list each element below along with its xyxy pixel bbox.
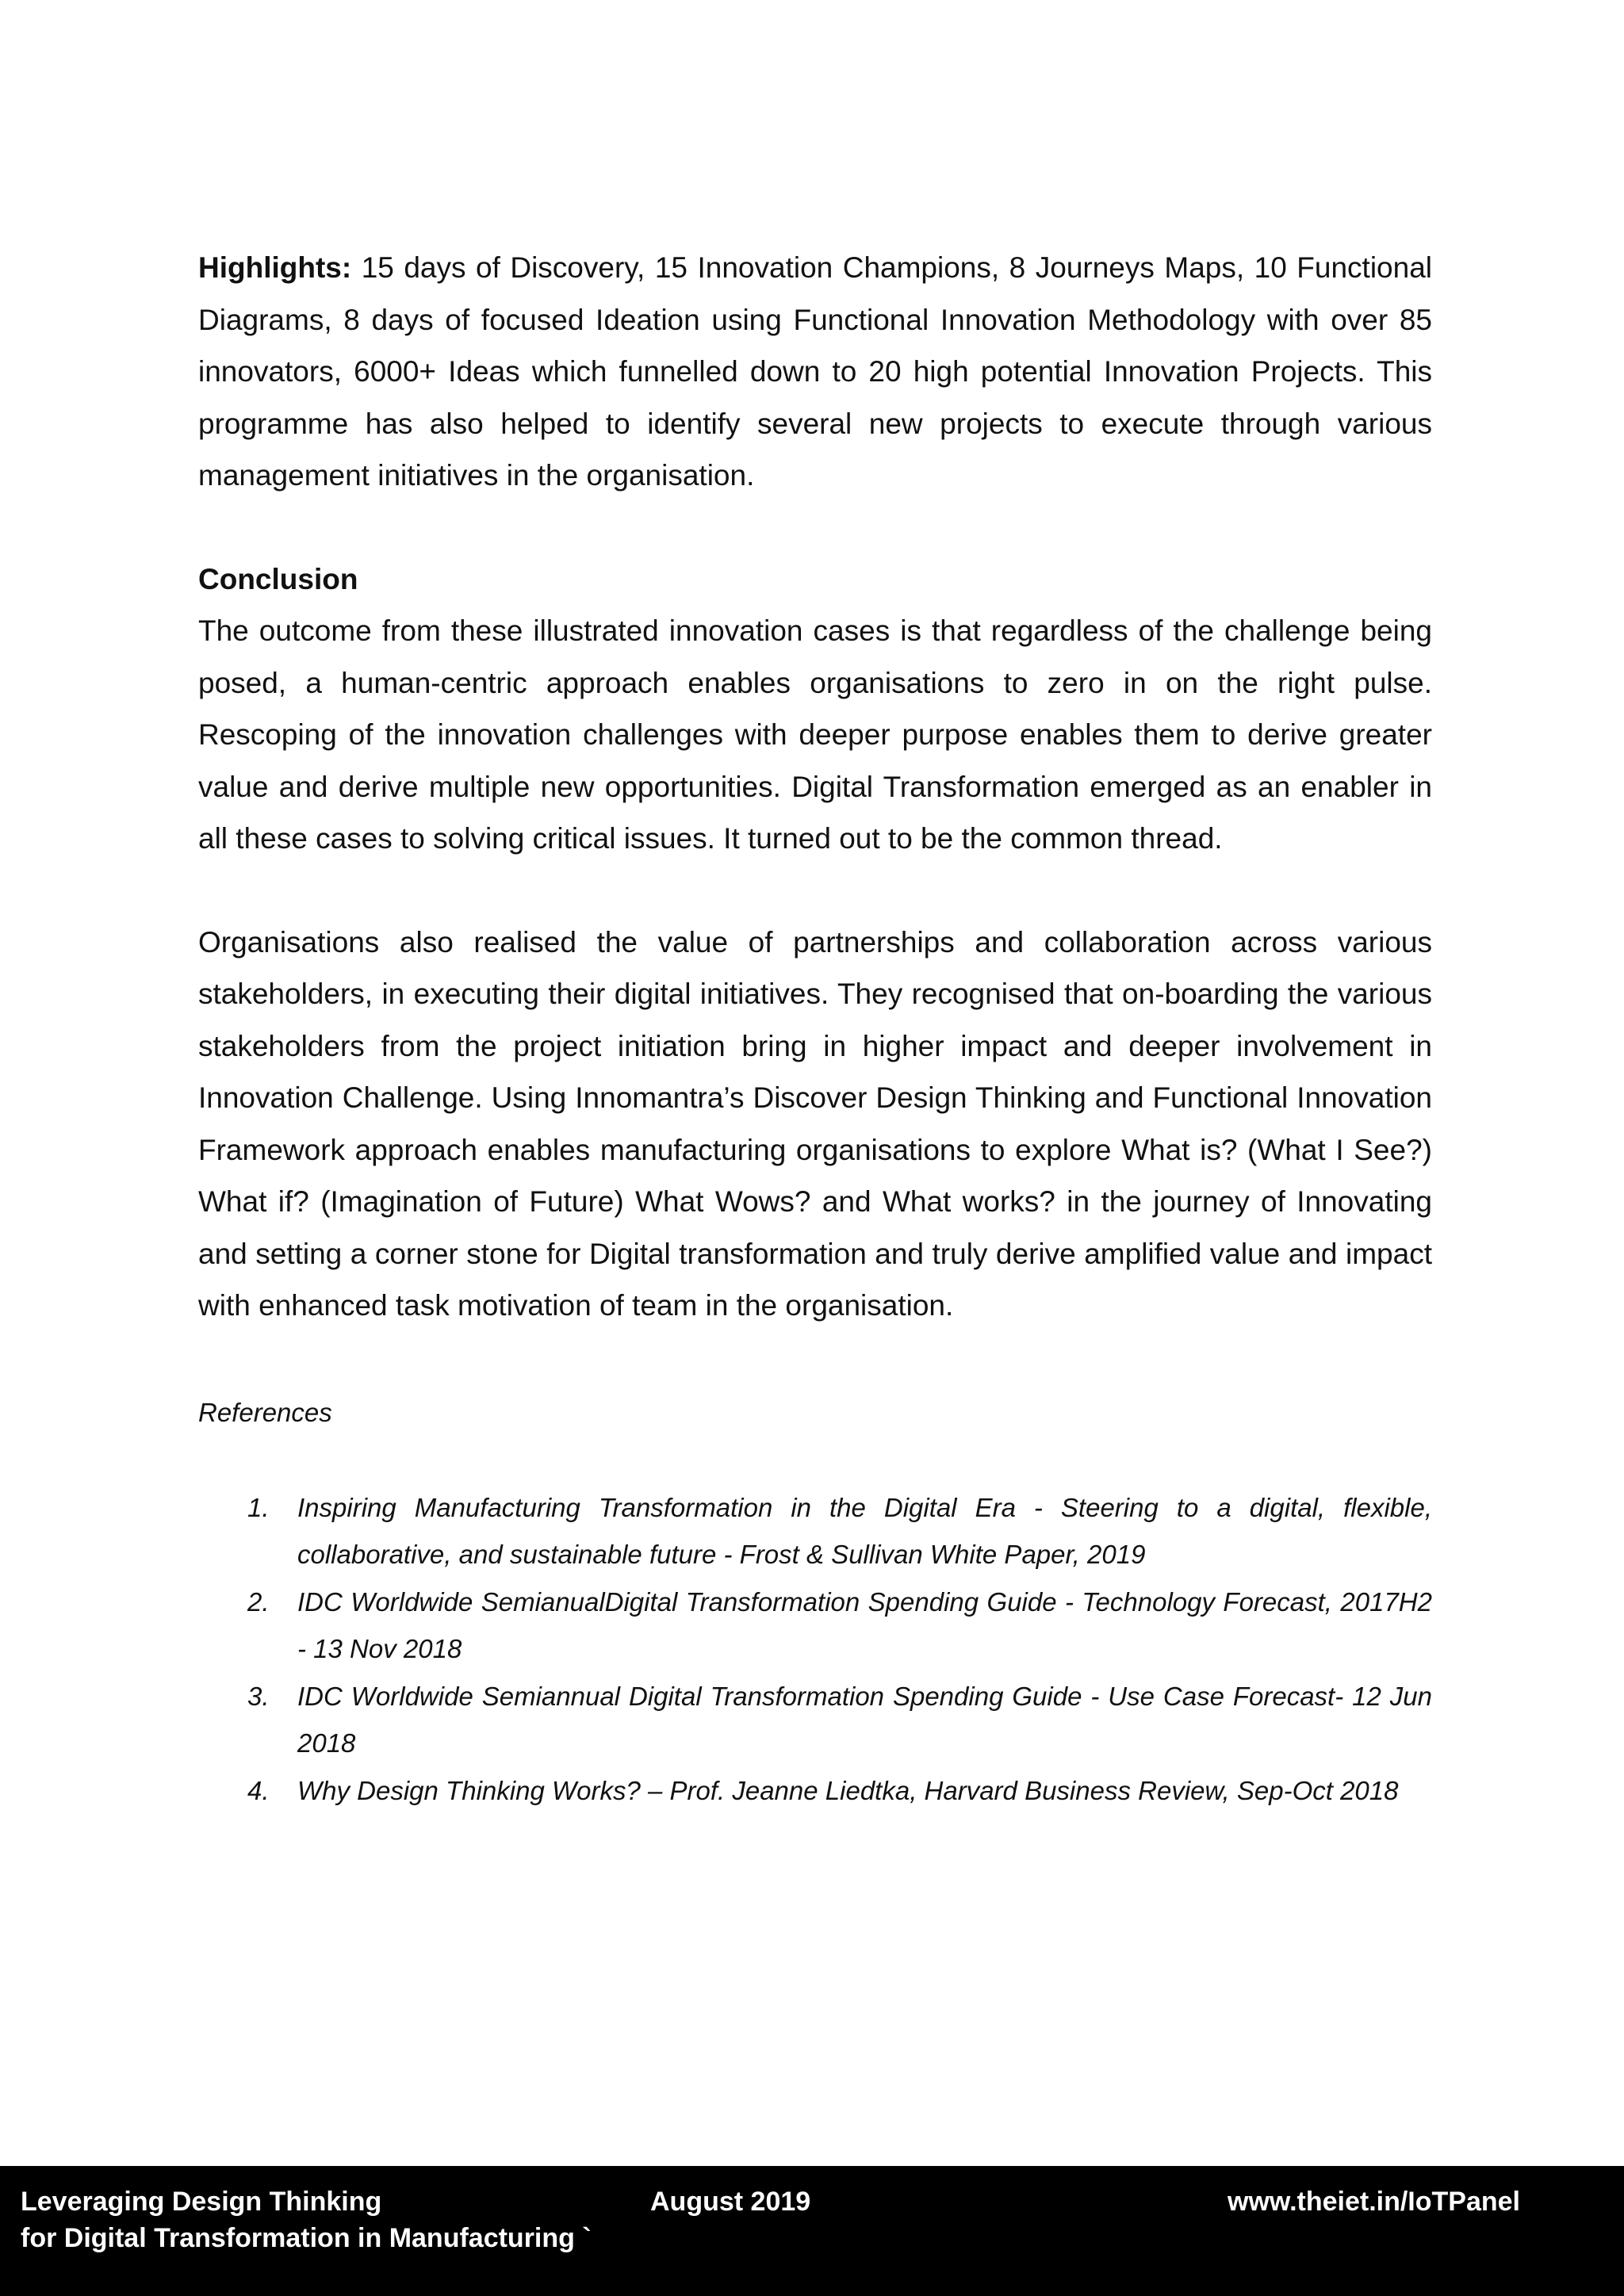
reference-text: Why Design Thinking Works? – Prof. Jeanne Liedtka, Harvard Business Review, Sep-Oct 2018 [297, 1775, 1399, 1805]
reference-text: IDC Worldwide Semiannual Digital Transformation Spending Guide - Use Case Forecast- 12 Jun 2018 [297, 1681, 1432, 1758]
conclusion-paragraph-1: The outcome from these illustrated innovation cases is that regardless of the challenge being posed, a human-centric approach enables organisations to zero in on the right pulse. Rescoping of the innovation challenges with deeper purpose enables them to derive greater value and derive multiple new opportunities. Digital Transformation emerged as an enabler in all these cases to solving critical issues. It turned out to be the common thread. [198, 614, 1432, 855]
document-body [198, 242, 1432, 1814]
conclusion-heading: Conclusion [198, 562, 358, 595]
reference-item [198, 1767, 1432, 1815]
reference-number: 1. [247, 1492, 270, 1522]
reference-text: IDC Worldwide SemianualDigital Transformation Spending Guide - Technology Forecast, 2017H2 - 13 Nov 2018 [297, 1586, 1432, 1663]
highlights-paragraph [198, 242, 1432, 502]
references-title: References [198, 1397, 332, 1427]
reference-number: 3. [247, 1681, 270, 1711]
reference-item [198, 1673, 1432, 1767]
footer-url: www.theiet.in/IoTPanel [1228, 2187, 1521, 2217]
references-list [198, 1484, 1432, 1815]
footer-title [21, 2183, 592, 2256]
highlights-text: 15 days of Discovery, 15 Innovation Champions, 8 Journeys Maps, 10 Functional Diagrams, 8 days of focused Ideation using Functional Innovation Methodology with over 85 innovators, 6000+ Ideas which funnelled down to 20 high potential Innovation Projects. This programme has also helped to identify several new projects to execute through various management initiatives in the organisation. [198, 251, 1432, 492]
reference-item [198, 1578, 1432, 1673]
footer-date: August 2019 [650, 2187, 811, 2217]
conclusion-paragraph-2: Organisations also realised the value of partnerships and collaboration across various stakeholders, in executing their digital initiatives. They recognised that on-boarding the various stakeholders from the project initiation bring in higher impact and deeper involvement in Innovation Challenge. Using Innomantra’s Discover Design Thinking and Functional Innovation Framework approach enables manufacturing organisations to explore What is? (What I See?) What if? (Imagination of Future) What Wows? and What works? in the journey of Innovating and setting a corner stone for Digital transformation and truly derive amplified value and impact with enhanced task motivation of team in the organisation. [198, 925, 1432, 1322]
page-footer [0, 2166, 1624, 2296]
reference-number: 2. [247, 1586, 270, 1617]
reference-text: Inspiring Manufacturing Transformation in the Digital Era - Steering to a digital, flexible, collaborative, and sustainable future - Frost & Sullivan White Paper, 2019 [297, 1492, 1432, 1569]
reference-number: 4. [247, 1775, 270, 1805]
reference-item [198, 1484, 1432, 1578]
footer-title-line-1: Leveraging Design Thinking [21, 2187, 382, 2217]
footer-title-line-2: for Digital Transformation in Manufacturing ` [21, 2223, 592, 2253]
highlights-label: Highlights: [198, 251, 352, 284]
